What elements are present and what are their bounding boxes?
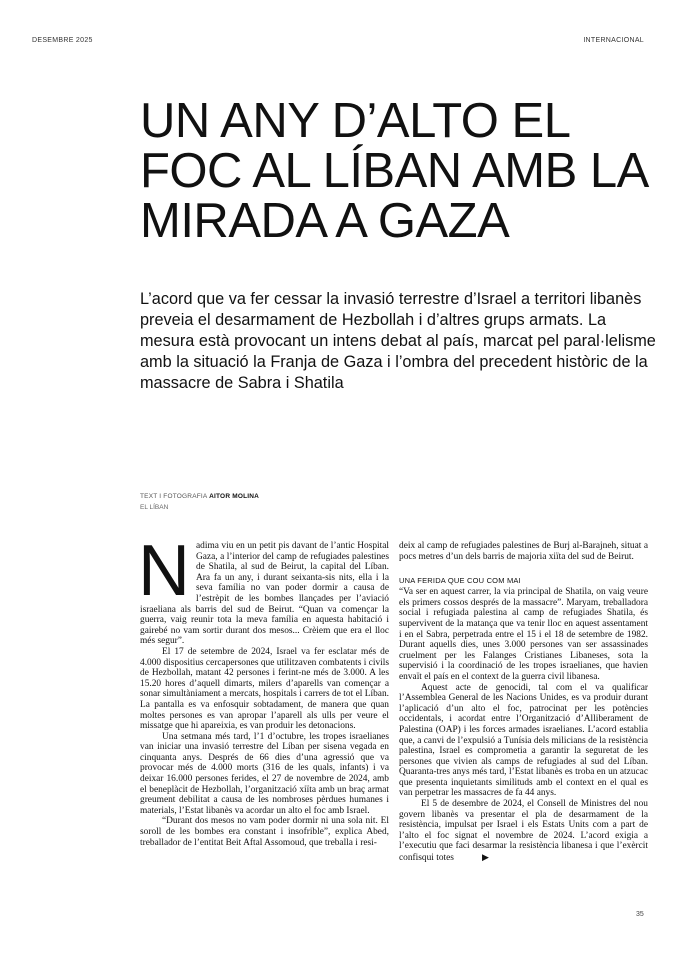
body-paragraph: El 5 de desembre de 2024, el Consell de Ministres del nou govern libanès va presentar el pla de desarmament de la resistència, impulsat per Israel i els Estats Units com a part de l’alto el foc signat el novembre de 2024. L’acord exigia a l’executiu que faci desarmar la resistència libanesa i que l’exèrcit confisqui totes ▶ (399, 799, 648, 864)
body-paragraph: Aquest acte de genocidi, tal com el va qualificar l’Assemblea General de les Nacions Unides, es va produir durant l’aplicació d’un alto el foc, patrocinat per les potències occidentals, i acordat entre l’Organització d’Alliberament de Palestina (OAP) i les forces armades israelianes. L’acord establia que, a canvi de l’expulsió a Tunísia dels milicians de la resistència palestina, Israel es comprometia a garantir la seguretat de les persones que vivien als camps de refugiades al sud del Líban. Quaranta-tres anys més tard, l’Estat libanès es troba en un atzucac que presenta inquietants similituds amb el context en el qual es van perpetrar les massacres de fa 44 anys. (399, 682, 648, 799)
body-paragraph: “Durant dos mesos no vam poder dormir ni una sola nit. El soroll de les bombes era constant i insofrible”, explica Abed, treballador de l’entitat Beit Aftal Assomoud, que treballa i resi- (140, 816, 389, 848)
body-paragraph: Nadima viu en un petit pis davant de l’antic Hospital Gaza, a l’interior del camp de refugiades palestines de Shatila, al sud de Beirut, la capital del Líban. Ara fa un any, i durant seixanta-sis nits, ella i la seva família no van poder dormir a causa de l’estrèpit de les bombes llançades per l’aviació israeliana als barris del sud de Beirut. “Quan va començar la guerra, vaig reunir tota la meva família en aquesta habitació i gairebé no vam sortir durant dos mesos... Crèiem que era el lloc més segur”. (138, 531, 389, 647)
body-paragraph: “Va ser en aquest carrer, la via principal de Shatila, on vaig veure els primers cossos després de la massacre”. Maryam, treballadora social i refugiada palestina al camp de refugiades Shatila, és supervivent de la matança que va tenir lloc en aquest assentament i en el Sabra, perpetrada entre el 15 i el 18 de setembre de 1982. Durant aquells dies, unes 3.000 persones van ser assassinades cruelment per les Falanges Cristianes Libaneses, sota la supervisió i la coordinació de les tropes israelianes, que havien envaït el país en el context de la guerra civil libanesa. (399, 587, 648, 682)
standfirst: L’acord que va fer cessar la invasió terrestre d’Israel a territori libanès preveia el desarmament de Hezbollah i d’altres grups armats. La mesura està provocant un intens debat al país, marcat pel paral·lelisme amb la situació la Franja de Gaza i l’ombra del precedent històric de la massacre de Sabra i Shatila (140, 290, 656, 392)
section-heading: UNA FERIDA QUE COU COM MAI (399, 576, 521, 586)
continue-arrow-icon: ▶ (481, 852, 489, 863)
drop-cap: N (138, 531, 190, 611)
byline-label: TEXT I FOTOGRAFIA (140, 493, 208, 500)
page-number: 35 (636, 911, 644, 918)
body-paragraph: El 17 de setembre de 2024, Israel va fer esclatar més de 4.000 dispositius cercapersones que utilitzaven combatents i civils de Hezbollah, matant 42 persones i ferint-ne més de 3.000. A les 15.20 hores d’aquell dimarts, milers d’aparells van començar a sonar simultàniament a mercats, hospitals i carrers de tot el Líban. La pantalla es va enfosquir sobtadament, de manera que quan moltes persones es van apropar l’aparell als ulls per veure el missatge que hi apareixia, es van produir les detonacions. (140, 646, 389, 732)
byline-author: AITOR MOLINA (209, 493, 260, 500)
byline (140, 493, 259, 500)
body-paragraph: deix al camp de refugiades palestines de Burj al-Barajneh, situat a pocs metres d’un dels barris de majoria xiïta del sud de Beirut. (399, 541, 648, 562)
headline: UN ANY D’ALTO EL FOC AL LÍBAN AMB LA MIRADA A GAZA (140, 94, 647, 248)
issue-date: DESEMBRE 2025 (32, 37, 93, 44)
section-label: INTERNACIONAL (583, 37, 644, 44)
body-paragraph: Una setmana més tard, l’1 d’octubre, les tropes israelianes van iniciar una invasió terrestre del Líban per sisena vegada en cinquanta anys. Després de 66 dies d’una agressió que va provocar més de 4.000 morts (316 de les quals, infants) i va deixar 16.000 persones ferides, el 27 de novembre de 2024, amb el beneplàcit de Hezbollah, l’organització xiïta amb un braç armat greument debilitat a causa de les nombroses pèrdues humanes i materials, l’Estat libanès va acordar un alto el foc amb Israel. (140, 731, 389, 816)
body-column-left (138, 531, 389, 848)
dateline-place: EL LÍBAN (140, 504, 169, 511)
body-column-right (399, 541, 648, 864)
